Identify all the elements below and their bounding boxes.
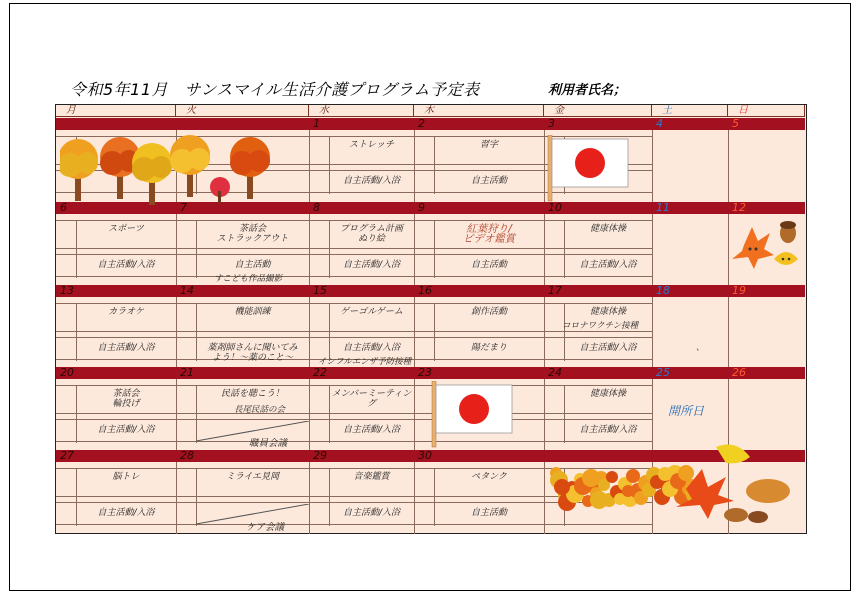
activity-bottom: 薬剤師さんに聞いてみ よう！～薬のこと～	[207, 343, 298, 363]
note-care-meeting: ケア会議	[246, 522, 285, 533]
day-number: 24	[548, 366, 562, 379]
japan-flag-icon	[546, 135, 632, 203]
grid-hline	[56, 331, 652, 332]
day-number: 21	[180, 366, 194, 379]
activity-bottom: 自主活動/入浴	[342, 176, 401, 186]
autumn-trees-illustration	[60, 129, 286, 205]
day-number: 12	[732, 201, 746, 214]
activity-top: ペタンク	[471, 472, 507, 482]
weekday-header-6: 日	[728, 105, 805, 117]
activity-top: 紅葉狩り/ ビデオ鑑賞	[462, 223, 516, 245]
activity-bottom: 自主活動/入浴	[342, 425, 401, 435]
day-number: 25	[656, 366, 670, 379]
activity-bottom: 自主活動/入浴	[342, 508, 401, 518]
weekday-header-2: 水	[309, 105, 414, 117]
user-name-label: 利用者氏名；	[548, 83, 627, 98]
activity-bottom: 自主活動/入浴	[97, 508, 155, 518]
activity-top: 音楽鑑賞	[353, 472, 390, 482]
activity-bottom: 自主活動/入浴	[342, 343, 401, 353]
grid-hline	[56, 419, 652, 420]
day-number: 23	[418, 366, 432, 379]
calendar-table	[55, 104, 807, 534]
note-flu-vaccine: インフルエンザ予防接種	[318, 357, 412, 367]
activity-top: 健康体操	[589, 307, 626, 317]
day-number: 19	[732, 284, 746, 297]
autumn-foliage-illustration	[536, 443, 800, 531]
grid-vline	[652, 379, 653, 451]
grid-vline	[652, 214, 653, 286]
note-staff-meeting: 職員会議	[249, 438, 288, 449]
day-number: 16	[418, 284, 432, 297]
page-title: 令和5年11月 サンスマイル生活介護プログラム予定表	[70, 80, 480, 99]
weekday-header-4: 金	[544, 105, 652, 117]
day-number: 13	[60, 284, 74, 297]
day-number: 20	[60, 366, 74, 379]
day-number: 15	[313, 284, 327, 297]
day-number: 6	[60, 201, 67, 214]
autumn-leaves-illustration	[724, 215, 804, 277]
diag-tue-w5	[196, 504, 309, 526]
activity-top: ゲーゴルゲーム	[340, 307, 403, 317]
activity-top: 創作活動	[470, 307, 507, 317]
day-number: 1	[313, 117, 320, 130]
grid-vline	[728, 297, 729, 369]
activity-bottom: 自主活動/入浴	[97, 425, 155, 435]
diag-tue-w4	[196, 421, 309, 443]
activity-top: 健康体操	[589, 224, 626, 234]
grid-vline	[728, 130, 729, 202]
grid-hline	[56, 276, 652, 277]
activity-top: メンバーミーティン グ	[331, 389, 412, 409]
day-number: 30	[418, 449, 432, 462]
day-number: 3	[548, 117, 555, 130]
day-number: 27	[60, 449, 74, 462]
day-number: 22	[313, 366, 327, 379]
day-number: 5	[732, 117, 739, 130]
activity-top: ミライエ見岡	[225, 472, 280, 482]
note-corona-vaccine: コロナワクチン接種	[562, 321, 639, 331]
day-number: 4	[656, 117, 663, 130]
activity-bottom: 自主活動/入浴	[97, 343, 155, 353]
weekday-header-3: 木	[414, 105, 544, 117]
activity-bottom: 自主活動/入浴	[97, 260, 155, 270]
day-number: 14	[180, 284, 194, 297]
day-number: 11	[656, 201, 670, 214]
activity-top: 機能訓練	[234, 307, 271, 317]
grid-vline	[652, 297, 653, 369]
activity-top: プログラム計画 ぬり絵	[340, 224, 403, 244]
weekday-header-0: 月	[56, 105, 176, 117]
activity-top: ストレッチ	[349, 140, 394, 150]
grid-hline	[56, 303, 652, 304]
day-number: 18	[656, 284, 670, 297]
activity-top: 茶話会 輪投げ	[112, 389, 140, 409]
activity-top: 脳トレ	[112, 472, 140, 482]
grid-hline	[56, 337, 652, 338]
activity-top: 健康体操	[589, 389, 626, 399]
day-number: 8	[313, 201, 320, 214]
activity-top: 茶話会 ストラックアウト	[216, 224, 289, 244]
day-number: 26	[732, 366, 746, 379]
activity-bottom: 陽だまり	[470, 343, 507, 353]
day-number: 29	[313, 449, 327, 462]
grid-hline	[56, 248, 652, 249]
activity-bottom: 自主活動	[470, 508, 507, 518]
activity-bottom: 自主活動	[234, 260, 271, 270]
grid-vline	[728, 379, 729, 451]
day-number: 7	[180, 201, 187, 214]
note-photo: すこども作品撮影	[214, 274, 283, 284]
activity-top: スポーツ	[108, 224, 144, 234]
activity-bottom: 自主活動	[470, 260, 507, 270]
activity-top: 習字	[479, 140, 498, 150]
activity-top: 民話を聴こう！	[220, 389, 284, 399]
day-number: 10	[548, 201, 562, 214]
grid-hline	[56, 413, 652, 414]
weekday-header-5: 土	[652, 105, 728, 117]
note-folktale-club: 長尾民話の会	[234, 405, 286, 415]
activity-bottom: 自主活動/入浴	[579, 425, 637, 435]
grid-hline	[56, 441, 652, 442]
note-open-day: 開所日	[668, 404, 705, 418]
activity-bottom: 自主活動	[470, 176, 507, 186]
day-number: 9	[418, 201, 425, 214]
day-number: 2	[418, 117, 425, 130]
note-mark: 、	[696, 343, 705, 353]
japan-flag-icon	[430, 381, 516, 449]
grid-hline	[56, 220, 652, 221]
day-number: 17	[548, 284, 562, 297]
day-number: 28	[180, 449, 194, 462]
activity-bottom: 自主活動/入浴	[342, 260, 401, 270]
grid-hline	[56, 385, 652, 386]
activity-bottom: 自主活動/入浴	[579, 343, 637, 353]
activity-top: カラオケ	[108, 307, 144, 317]
grid-hline	[56, 254, 652, 255]
weekday-header-1: 火	[176, 105, 309, 117]
activity-bottom: 自主活動/入浴	[579, 260, 637, 270]
grid-vline	[652, 130, 653, 202]
